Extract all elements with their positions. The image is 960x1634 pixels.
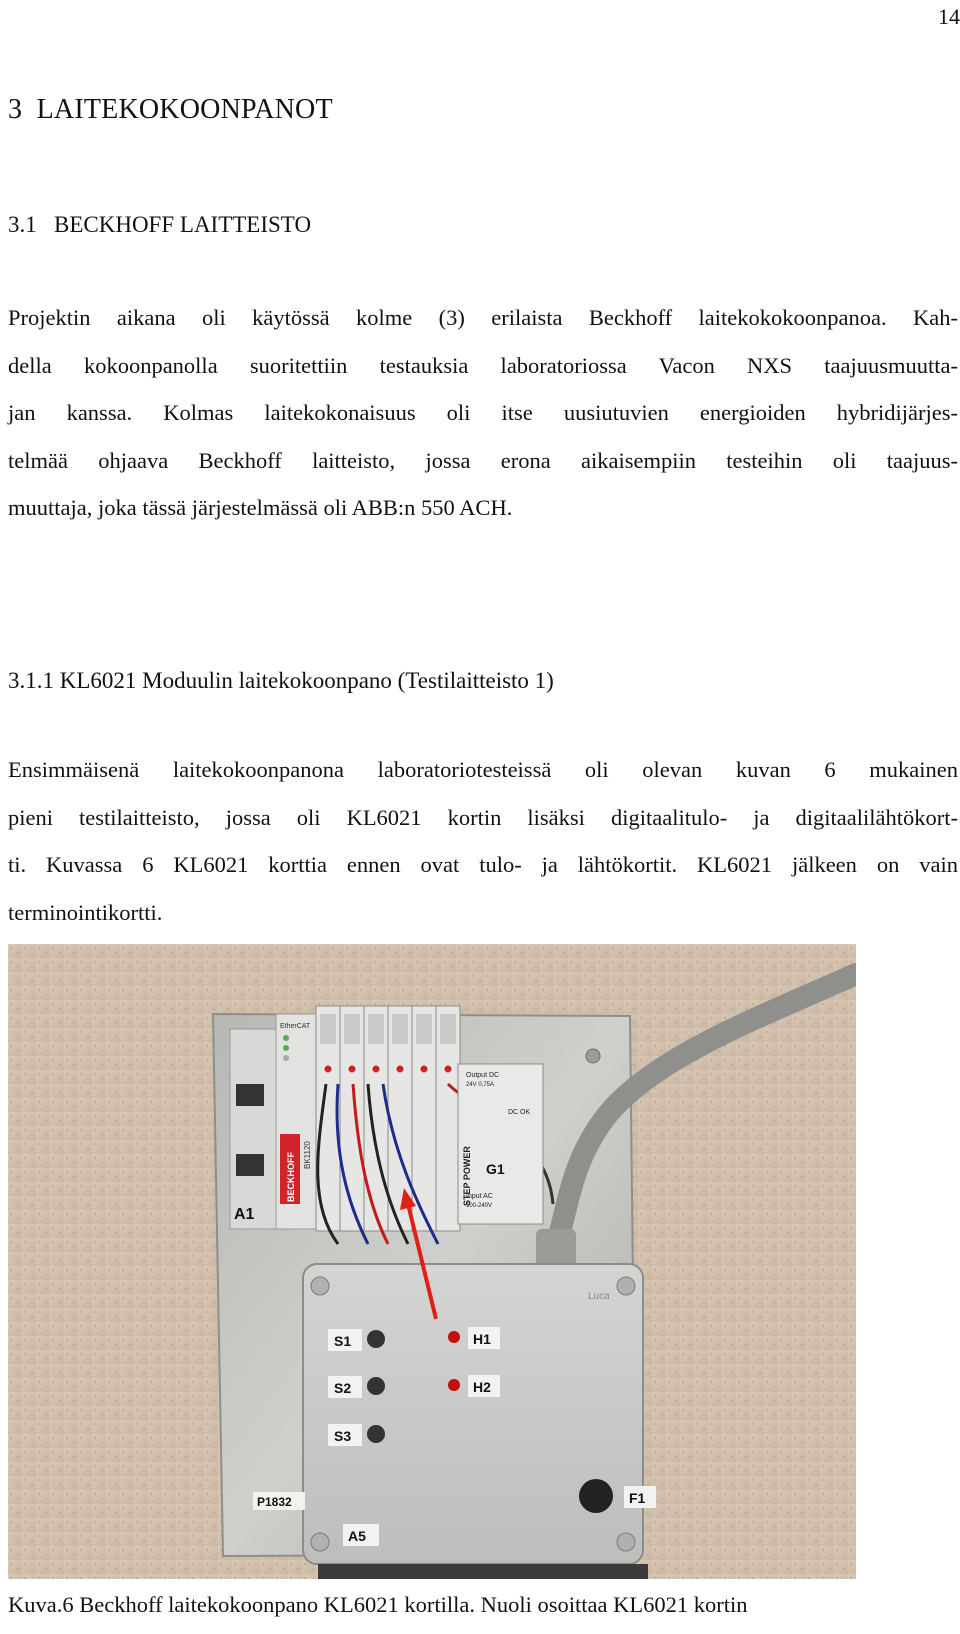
paragraph-line: terminointikortti. bbox=[8, 899, 163, 925]
label-coupler: BK1120 bbox=[303, 1141, 312, 1169]
label-f1: F1 bbox=[629, 1490, 646, 1506]
label-a5: A5 bbox=[348, 1528, 366, 1544]
paragraph-line: ti. Kuvassa 6 KL6021 korttia ennen ovat tulo- ja lähtökortit. KL6021 jälkeen on vain bbox=[8, 852, 958, 877]
paragraph-line: jan kanssa. Kolmas laitekokonaisuus oli itse uusiutuvien energioiden hybridijärjes- bbox=[8, 400, 958, 425]
ethernet-port bbox=[236, 1084, 264, 1106]
chapter-number: 3 bbox=[8, 94, 23, 125]
box-screw bbox=[311, 1533, 329, 1551]
label-a1: A1 bbox=[234, 1206, 255, 1223]
toggle-switch bbox=[367, 1330, 385, 1348]
paragraph-intro bbox=[8, 294, 958, 532]
box-screw bbox=[617, 1277, 635, 1295]
toggle-switch bbox=[367, 1425, 385, 1443]
subsection-title: KL6021 Moduulin laitekokoonpano (Testilaitteisto 1) bbox=[59, 668, 554, 693]
paragraph-line: pieni testilaitteisto, jossa oli KL6021 kortin lisäksi digitaalitulo- ja digitaalilähtökort- bbox=[8, 804, 958, 830]
label-ethercat: EtherCAT bbox=[280, 1023, 311, 1030]
paragraph-line: telmää ohjaava Beckhoff laitteisto, jossa erona aikaisempiin testeihin oli taajuus- bbox=[8, 447, 958, 473]
status-led bbox=[283, 1035, 289, 1041]
subsection-number: 3.1.1 bbox=[8, 668, 54, 693]
label-s3: S3 bbox=[334, 1428, 352, 1444]
plate-screw bbox=[586, 1049, 600, 1063]
status-led bbox=[283, 1045, 289, 1051]
bottom-shadow bbox=[318, 1564, 648, 1579]
fuse-holder bbox=[579, 1479, 613, 1513]
indicator-led bbox=[448, 1379, 460, 1391]
label-input-ac-value: 100-240V bbox=[466, 1203, 493, 1209]
control-box bbox=[303, 1264, 643, 1564]
label-s1: S1 bbox=[334, 1333, 352, 1349]
chapter-heading bbox=[8, 94, 333, 126]
label-step-power: STEP POWER bbox=[462, 1146, 472, 1206]
ethernet-coupler bbox=[230, 1029, 276, 1229]
label-s2: S2 bbox=[334, 1380, 352, 1396]
figure-photo bbox=[8, 944, 856, 1579]
paragraph-line: Projektin aikana oli käytössä kolme (3) erilaista Beckhoff laitekokokoonpanoa. Kah- bbox=[8, 305, 958, 330]
label-output-dc: Output DC bbox=[466, 1072, 500, 1079]
paragraph-setup bbox=[8, 746, 958, 936]
paragraph-line: muuttaja, joka tässä järjestelmässä oli ABB:n 550 ACH. bbox=[8, 495, 513, 520]
box-screw bbox=[617, 1533, 635, 1551]
paragraph-line: della kokoonpanolla suoritettiin testauksia laboratoriossa Vacon NXS taajuusmuutta- bbox=[8, 352, 958, 378]
box-brand: Luca bbox=[588, 1291, 610, 1302]
indicator-led bbox=[448, 1331, 460, 1343]
label-serial: P1832 bbox=[257, 1495, 292, 1509]
label-h1: H1 bbox=[473, 1331, 491, 1347]
section-heading bbox=[8, 212, 311, 238]
ethernet-port bbox=[236, 1154, 264, 1176]
chapter-title: LAITEKOKOONPANOT bbox=[36, 94, 333, 125]
label-h2: H2 bbox=[473, 1379, 491, 1395]
paragraph-line: Ensimmäisenä laitekokoonpanona laboratoriotesteissä oli olevan kuvan 6 mukainen bbox=[8, 757, 958, 782]
subsection-heading bbox=[8, 668, 554, 694]
label-input-ac: Input AC bbox=[466, 1193, 493, 1200]
label-dc-ok: DC OK bbox=[508, 1109, 531, 1116]
box-screw bbox=[311, 1277, 329, 1295]
section-title: BECKHOFF LAITTEISTO bbox=[54, 212, 312, 237]
label-g1: G1 bbox=[486, 1161, 505, 1177]
page-number: 14 bbox=[938, 4, 960, 29]
label-beckhoff: BECKHOFF bbox=[286, 1152, 296, 1202]
status-led bbox=[283, 1055, 289, 1061]
label-output-dc-value: 24V 0,75A bbox=[466, 1082, 495, 1088]
section-number: 3.1 bbox=[8, 212, 37, 237]
figure-caption: Kuva.6 Beckhoff laitekokoonpano KL6021 kortilla. Nuoli osoittaa KL6021 kortin bbox=[8, 1592, 748, 1617]
toggle-switch bbox=[367, 1377, 385, 1395]
beckhoff-setup-photo bbox=[8, 944, 856, 1579]
